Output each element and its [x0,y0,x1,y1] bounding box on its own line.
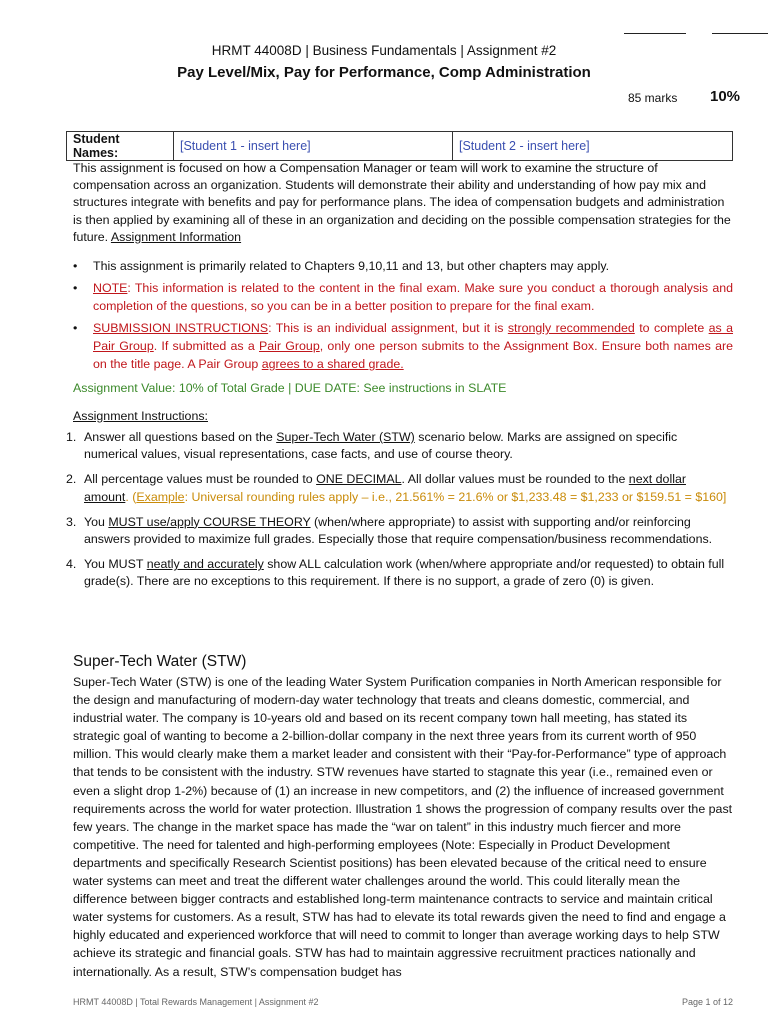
instruction-number: 3. [66,514,77,529]
one-decimal-term: ONE DECIMAL [316,472,402,487]
instruction-text: . ( [125,489,137,504]
student-1-field[interactable]: [Student 1 - insert here] [174,132,453,161]
bullet-submission [73,319,733,373]
instruction-text: Answer all questions based on the [84,430,277,444]
page-number: Page 1 of 12 [681,997,733,1007]
scenario-body: Super-Tech Water (STW) is one of the leading Water System Purification companies in North American responsible for the design and manufacturing of modern-day water technology that treats and cleans domestic, commercial, and industrial water. The company is 10-years old and based on its recent company town hall meeting, has stated its strategic goal of wanting to become a 2-billion-dollar company in the next three years from its current worth of 950 million. This would clearly make them a market leader and consistent with their “Pay-for-Performance” type of approach that tends to be consistent with the industry. STW revenues have started to stagnate this year (i.e., remained even or even a slight drop 1-2%) because of (1) an increase in new competitors, and (2) the influence of increased government requirements across the world for water protection. Illustration 1 shows the progression of company results over the past few years. The change in the market space has made the “war on talent” in this industry much fiercer and more competitive. The need for talented and high-performing employees (Note: Especially in Product Development departments and specifically Research Scientist positions) has been elevated because of the critical need to ensure water systems can meet and treat the different water challenges around the world. This could literally mean the difference between bigger contracts and established long-term maintenance contracts to service and maintain critical water systems for customers. As a result, STW has had to elevate its total rewards given the need to find and engage a highly educated and experienced workforce that will need to commit to longer than average working days to help STW achieve its strategic and financial goals. STW has had to maintain aggressive recruitment practices nationally and internationally. As a result, STW’s compensation budget has [73,675,733,979]
note-label: NOTE [93,281,128,295]
info-bullets [73,257,733,377]
instruction-item [66,471,733,505]
student-names-label: Student Names: [67,132,174,161]
course-line: HRMT 44008D | Business Fundamentals | Assignment #2 [211,43,557,58]
instruction-text: scenario below. Marks are assigned on specific numerical values, visual representations, case facts, and use of course theory. [84,430,678,462]
page-footer [73,997,733,1007]
instruction-text: You [84,514,109,529]
pair-group-term: Pair Group [93,339,154,353]
instruction-item [66,514,733,548]
weight-label: 10% [710,88,741,105]
shared-grade-term: agrees to a shared grade. [261,357,404,371]
bullet-dot-icon: • [73,281,78,295]
note-text: : This information is related to the content in the final exam. Make sure you conduct a thorough analysis and completion of the questions, so you can be in a better position to prepare for the final exam. [93,281,733,313]
instruction-number: 2. [66,472,77,487]
instruction-text: You MUST [84,557,147,572]
instructions-list [66,429,733,599]
bullet-chapters-text: This assignment is primarily related to Chapters 9,10,11 and 13, but other chapters may apply. [93,259,610,273]
pair-group-term: Pair Group [259,339,320,353]
instruction-number: 4. [66,557,77,572]
instruction-text: show ALL calculation work (when/where appropriate and/or requested) to obtain full grade(s). There are no exceptions to this requirement. If there is no support, a grade of zero (0) is given. [84,557,725,589]
instruction-text: . All dollar values must be rounded to the [401,472,629,487]
instruction-text: (when/where appropriate) to assist with supporting and/or reinforcing answers provided to maximize full grades. Especially those that require compensation/business recommendations. [84,514,713,547]
header-rule-left [624,33,686,34]
bullet-dot-icon: • [73,321,78,335]
submission-text: : This is an individual assignment, but it is [268,321,508,335]
instructions-heading: Assignment Instructions: [73,409,208,423]
next-dollar-term: next dollar amount [84,472,686,504]
header-rule-right [712,33,768,34]
example-text: : Universal rounding rules apply – i.e., 21.561% = 21.6% or $1,233.48 = $1,233 or $159.51 = $160] [184,489,727,504]
assignment-information-link[interactable]: Assignment Information [110,229,242,244]
assignment-title: Pay Level/Mix, Pay for Performance, Comp Administration [177,64,591,81]
course-theory-term: MUST use/apply COURSE THEORY [108,514,311,529]
submission-text: , only one person submits to the Assignment Box. Ensure both names are on the title page. A Pair Group [93,339,734,371]
instruction-item [66,429,733,463]
as-a: as a [708,321,733,335]
submission-label: SUBMISSION INSTRUCTIONS [93,321,269,335]
bullet-dot-icon: • [73,259,78,273]
bullet-chapters [73,257,733,275]
student-names-table [66,131,733,161]
stw-term: Super-Tech Water (STW) [276,430,415,444]
intro-text: This assignment is focused on how a Compensation Manager or team will work to examine the structure of compensation across an organization. Students will demonstrate their ability and understanding of how pay mix and structures integrate with benefits and pay for performance plans. The idea of compensation budgets and administration is then applied by examining all of these in an organization and deciding on the possible compensation strategies for the future. [73,161,731,244]
bullet-note [73,279,733,315]
marks-label: 85 marks [628,91,678,105]
scenario-heading: Super-Tech Water (STW) [73,653,247,670]
submission-text: to complete [634,321,709,335]
assignment-value-line: Assignment Value: 10% of Total Grade | DUE DATE: See instructions in SLATE [73,381,507,395]
instruction-number: 1. [66,430,77,444]
neatly-accurately-term: neatly and accurately [146,557,264,572]
example-label: Example [136,489,185,504]
instruction-text: All percentage values must be rounded to [84,472,317,487]
intro-paragraph [73,160,733,246]
instruction-item [66,556,733,590]
student-2-field[interactable]: [Student 2 - insert here] [453,132,733,161]
submission-text: . If submitted as a [153,339,259,353]
footer-course: HRMT 44008D | Total Rewards Management | Assignment #2 [73,997,319,1007]
strongly-recommended: strongly recommended [507,321,635,335]
